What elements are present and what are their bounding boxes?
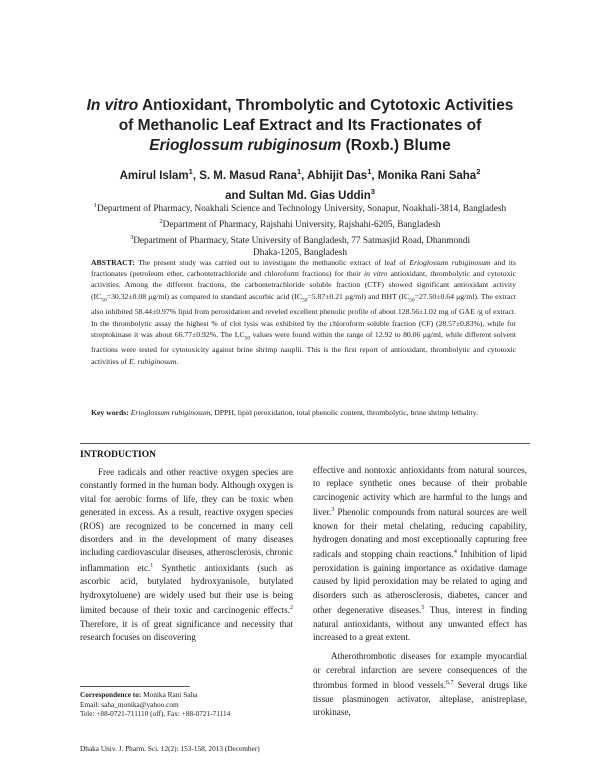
author-name: Abhijit Das <box>307 169 368 182</box>
correspondence-phone: Tele: +88-0721-711110 (off), Fax: +88-0721-71114 <box>80 709 231 719</box>
author-affil-mark: 1 <box>188 167 193 176</box>
section-heading-introduction: INTRODUCTION <box>80 450 157 460</box>
author-name: Monika Rani Saha <box>377 169 477 182</box>
citation-mark: 2 <box>290 605 293 612</box>
abstract-text: . <box>176 356 179 366</box>
title-line2: of Methanolic Leaf Extract and Its Fractionates of <box>118 117 482 134</box>
author-affil-mark: 3 <box>370 186 375 196</box>
abstract-italic: Erioglossum rubiginosum <box>409 258 491 267</box>
intro-paragraph-1 <box>80 466 293 644</box>
correspondence-footnote <box>80 690 293 719</box>
citation-mark: 4 <box>453 549 457 556</box>
title-line3: (Roxb.) Blume <box>341 137 451 154</box>
abstract-subscript: 50 <box>244 335 251 342</box>
author-name: S. M. Masud Rana <box>199 169 297 182</box>
correspondence-label: Correspondence to: <box>80 690 142 699</box>
body-text: Therefore, it is of great significance and necessity that research focuses on discovering <box>80 618 293 642</box>
abstract-italic: in vitro <box>364 269 388 279</box>
correspondence-name: Monika Rani Saha <box>141 690 198 699</box>
keywords <box>91 407 516 418</box>
affiliation-1: Department of Pharmacy, Noakhali Science and Technology University, Sonapur, Noakhali-3814, Bangladesh <box>97 204 507 215</box>
keywords-label: Key words: <box>91 408 129 417</box>
intro-paragraph-2 <box>313 650 527 719</box>
title-line1: Antioxidant, Thrombolytic and Cytotoxic Activities <box>138 97 514 114</box>
abstract-text: The present study was carried out to investigate the methanolic extract of leaf of <box>134 258 410 267</box>
author-name: Amirul Islam <box>119 169 189 182</box>
abstract-subscript: 50 <box>101 297 107 304</box>
author-affil-mark: 1 <box>367 167 372 176</box>
keywords-italic: Erioglossum rubiginosum <box>128 408 211 417</box>
author-affil-mark: 1 <box>297 167 302 176</box>
left-column <box>80 466 293 644</box>
body-text: Atherothrombotic diseases for example myocardial or cerebral infarction are severe consequences of the thrombus formed in blood vessels. <box>313 651 527 691</box>
author-list: Amirul Islam$^1$, S. M. Masud Rana$^1$, Abhijit Das$^1$, Monika Rani Saha$^2$ and Sultan Md. Gias Uddin$^3$ <box>119 167 481 202</box>
title-species: Erioglossum rubiginosum <box>149 137 342 154</box>
keywords-text: , DPPH, lipid peroxidation, total phenolic content, thrombolytic, brine shrimp lethality. <box>210 408 479 417</box>
affiliations <box>60 200 540 259</box>
abstract-label: ABSTRACT: <box>91 258 135 267</box>
body-text: Phenolic compounds from natural sources are well known for their metal chelating, reducing capability, hydrogen donating and most exceptionally capturing free radicals and stopping chain reactions. <box>313 507 527 560</box>
body-text: Inhibition of lipid peroxidation is gaining importance as oxidative damage caused by lipid peroxidation may be related to aging and disorders such as atherosclerosis, diabetes, cancer and other degenerative diseases. <box>313 549 527 616</box>
abstract-text: and its fractionates (petroleum ether, carbontetrachloride and chloroform fractions) for their <box>91 258 516 279</box>
section-divider <box>80 443 530 444</box>
intro-paragraph-1-cont <box>313 464 527 644</box>
footnote-divider <box>80 686 190 687</box>
body-text: Free radicals and other reactive oxygen species are constantly formed in the human body. Although oxygen is vital for aerobic forms of life, they can be toxic when generated in excess. As a result, reactive oxygen species (ROS) are recognized to be concerned in many cell disorders and in the development of many diseases including cardiovascular diseases, atherosclerosis, chronic inflammation etc. <box>80 467 293 573</box>
citation-mark: 1 <box>150 562 154 569</box>
affil-mark: 3 <box>129 233 134 241</box>
title-italic-1: In vitro <box>86 97 139 114</box>
correspondence-email: Email: saha_monika@yahoo.com <box>80 699 179 709</box>
citation-mark: 6,7 <box>445 680 454 687</box>
body-text: effective and nontoxic antioxidants from natural sources, to replace synthetic ones because of their probable carcinogenic activity which are harmful to the lungs and liver. <box>313 465 527 518</box>
abstract-text: =30.32±0.08 μg/ml) as compared to standard ascorbic acid (IC <box>106 291 302 301</box>
affiliation-2: Department of Pharmacy, Rajshahi University, Rajshahi-6205, Bangladesh <box>162 219 441 230</box>
abstract-text: =5.87±0.21 μg/ml) and BHT (IC <box>307 291 410 301</box>
affiliation-3: Department of Pharmacy, State University of Bangladesh, 77 Satmasjid Road, Dhanmondi <box>133 235 471 246</box>
affiliation-3-city: Dhaka-1205, Bangladesh <box>253 247 347 258</box>
body-text: Synthetic antioxidants (such as ascorbic acid, butylated hydroxyanisole, butylated hydroxytoluene) are widely used but their use is being limited because of their toxic and carcinogenic effects. <box>80 562 293 616</box>
right-column <box>313 464 527 719</box>
citation-mark: 5 <box>421 605 425 612</box>
affil-mark: 1 <box>93 202 98 209</box>
abstract-subscript: 50 <box>409 297 415 304</box>
abstract-text: antioxidant, thrombolytic and cytotoxic activities. Among the different fractions, the carbontetrachloride soluble fraction (CTF) showed significant antioxidant activity (IC <box>91 269 516 301</box>
paper-title <box>60 96 540 156</box>
author-name: and Sultan Md. Gias Uddin <box>225 189 371 202</box>
abstract-text: =27.50±0.64 μg/ml). The extract also inhibited 58.44±0.97% lipid from peroxidation and reveled excellent phenolic profile of about 128.56±1.02 mg of GAE /g of extract. In the thrombolytic assay the highest % of clot lysis was exhibited by the chloroform soluble fraction (CF) (28.57±0.83%), while for streptokinase it was about 66.77±0.92%. The LC <box>91 291 516 339</box>
body-text: Several drugs like tissue plasminogen activator, alteplase, anistreplase, urokinase, <box>313 680 527 718</box>
citation-mark: 3 <box>331 507 335 514</box>
abstract-italic: E. rubiginosum <box>129 356 177 366</box>
abstract-text: values were found within the range of 12.92 to 80.06 μg/ml, while different solvent fractions were tested for cytotoxicity against brine shrimp nauplii. This is the first report of antioxidant, thrombolytic and cytotoxic activities of <box>91 329 516 366</box>
body-text: Thus, interest in finding natural antioxidants, without any unwanted effect has increased to a great extent. <box>313 605 527 642</box>
journal-citation: Dhaka Univ. J. Pharm. Sci. 12(2): 153-158, 2013 (December) <box>80 744 260 753</box>
affil-mark: 2 <box>159 217 163 225</box>
abstract <box>91 257 516 367</box>
author-affil-mark: 2 <box>476 167 481 176</box>
abstract-subscript: 50 <box>301 297 308 304</box>
